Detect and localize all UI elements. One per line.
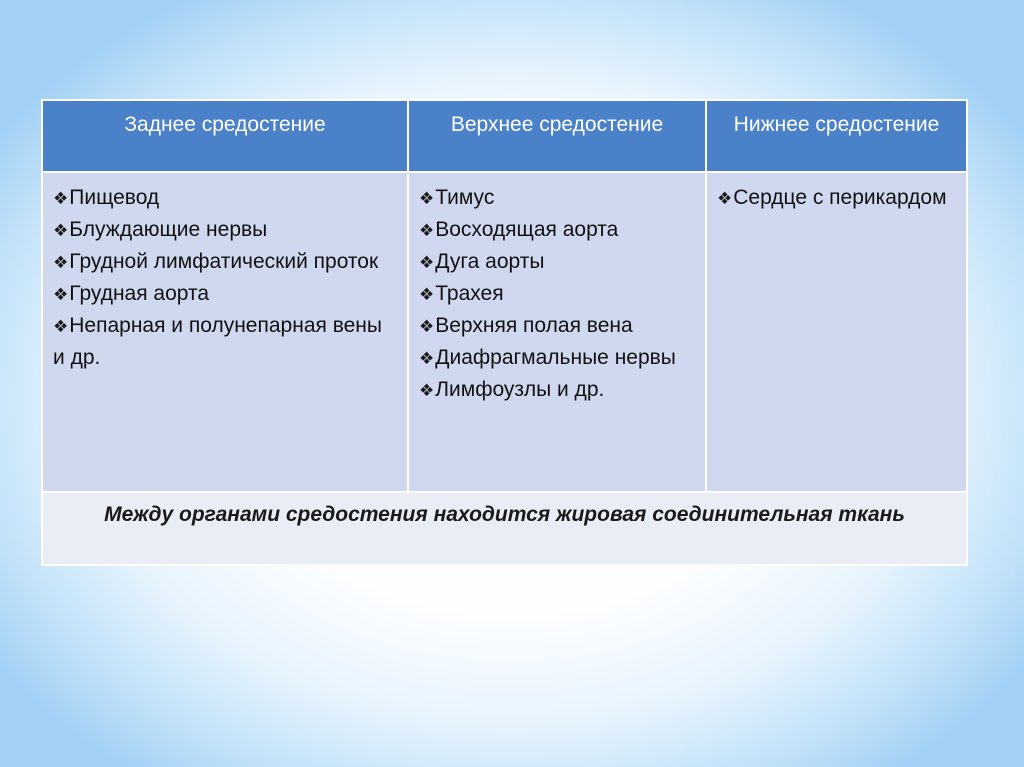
header-label: Верхнее средостение (450, 113, 664, 136)
organ-name: Грудная аорта (69, 282, 210, 305)
diamond-bullet-icon: ❖ (53, 253, 69, 272)
header-superior (408, 100, 706, 172)
organ-name: Восходящая аорта (435, 218, 619, 241)
list-item (53, 278, 397, 310)
header-label: Нижнее средостение (733, 113, 940, 136)
footer-cell (42, 492, 967, 565)
diamond-bullet-icon: ❖ (419, 285, 435, 304)
organ-name: Верхняя полая вена (435, 314, 633, 337)
header-label: Заднее средостение (124, 113, 326, 136)
list-item (419, 278, 695, 310)
organ-name: Непарная и полунепарная вены и др. (53, 314, 382, 369)
list-item (53, 182, 397, 214)
list-item (419, 342, 695, 374)
organ-name: Диафрагмальные нервы (435, 346, 676, 369)
mediastinum-table-container (41, 99, 966, 562)
table-header-row (42, 100, 967, 172)
organ-list (409, 173, 705, 406)
mediastinum-table (41, 99, 968, 566)
diamond-bullet-icon: ❖ (53, 317, 69, 336)
organ-name: Сердце с перикардом (733, 186, 947, 209)
list-item (53, 214, 397, 246)
list-item (419, 246, 695, 278)
diamond-bullet-icon: ❖ (419, 221, 435, 240)
list-item (419, 310, 695, 342)
table-footer-row (42, 492, 967, 565)
organ-name: Дуга аорты (435, 250, 545, 273)
cell-inferior (706, 172, 967, 492)
organ-name: Пищевод (69, 186, 160, 209)
organ-name: Лимфоузлы и др. (435, 378, 605, 401)
organ-name: Тимус (435, 186, 495, 209)
diamond-bullet-icon: ❖ (419, 381, 435, 400)
diamond-bullet-icon: ❖ (717, 189, 733, 208)
list-item (419, 182, 695, 214)
list-item (53, 246, 397, 278)
diamond-bullet-icon: ❖ (419, 349, 435, 368)
organ-name: Грудной лимфатический проток (69, 250, 379, 273)
organ-list (707, 173, 966, 214)
organ-name: Трахея (435, 282, 504, 305)
list-item (419, 374, 695, 406)
diamond-bullet-icon: ❖ (53, 221, 69, 240)
diamond-bullet-icon: ❖ (419, 317, 435, 336)
diamond-bullet-icon: ❖ (419, 189, 435, 208)
cell-superior (408, 172, 706, 492)
table-body-row (42, 172, 967, 492)
header-inferior (706, 100, 967, 172)
list-item (717, 182, 956, 214)
diamond-bullet-icon: ❖ (419, 253, 435, 272)
organ-name: Блуждающие нервы (69, 218, 268, 241)
header-posterior (42, 100, 408, 172)
diamond-bullet-icon: ❖ (53, 285, 69, 304)
diamond-bullet-icon: ❖ (53, 189, 69, 208)
cell-posterior (42, 172, 408, 492)
list-item (53, 310, 397, 373)
organ-list (43, 173, 407, 373)
footer-note: Между органами средостения находится жировая соединительная ткань (104, 503, 905, 526)
list-item (419, 214, 695, 246)
